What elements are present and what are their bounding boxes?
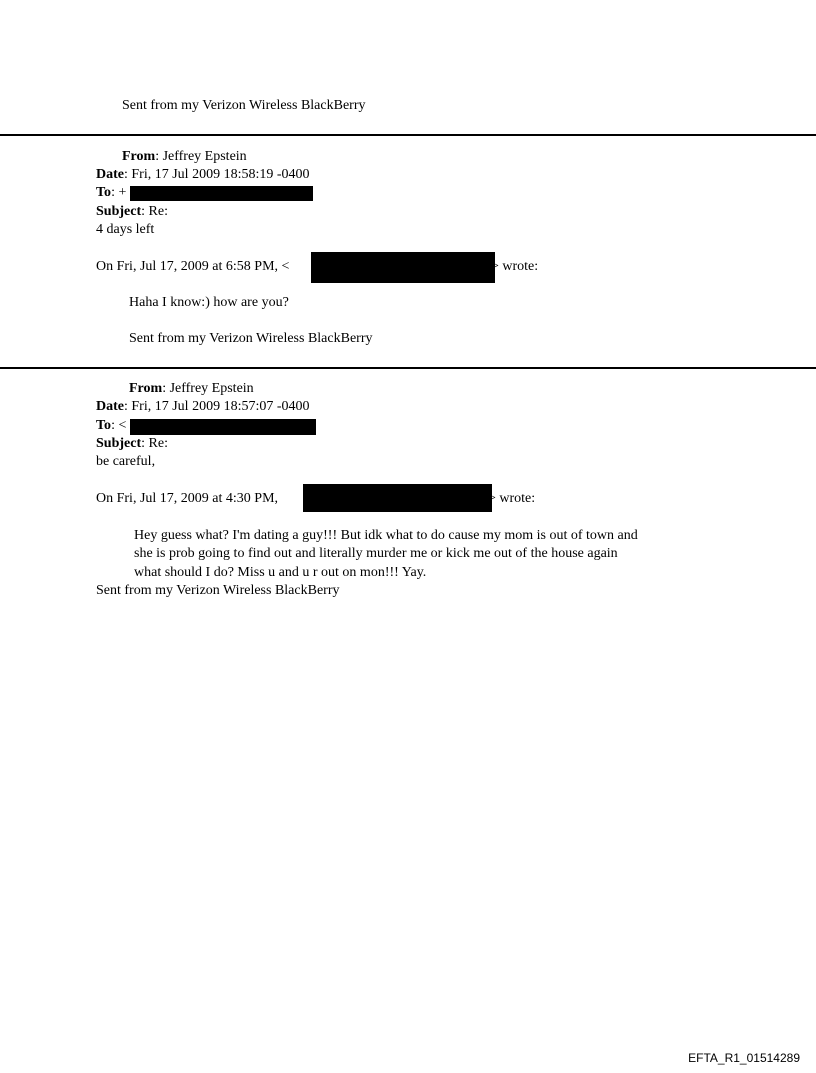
email2-quote-header-pre: On Fri, Jul 17, 2009 at 4:30 PM,: [96, 491, 279, 506]
email1-subject-label: Subject: [96, 204, 142, 219]
email2-date-value: : Fri, 17 Jul 2009 18:57:07 -0400: [124, 399, 310, 414]
email1-quoted-text: Haha I know:) how are you?: [129, 295, 289, 310]
email2-from-label: From: [129, 381, 163, 396]
email1-subject-value: : Re:: [141, 204, 168, 219]
email2-date-label: Date: [96, 399, 124, 414]
email2-subject-label: Subject: [96, 436, 142, 451]
email1-to-label: To: [96, 185, 112, 200]
email2-quote-header-post: > wrote:: [488, 491, 536, 506]
email2-quoted-line-2: she is prob going to find out and literally murder me or kick me out of the house again: [134, 546, 618, 561]
email1-quote-header-post: > wrote:: [491, 259, 539, 274]
email1-from-value: : Jeffrey Epstein: [155, 149, 247, 164]
email1-to-redaction: [130, 186, 313, 201]
email2-from: [129, 380, 254, 398]
email2-from-value: : Jeffrey Epstein: [162, 381, 254, 396]
email2-to: [96, 417, 126, 435]
email1-to-value: : +: [111, 185, 127, 200]
email1-sender-redaction: [311, 252, 495, 283]
email1-quote-header-pre: On Fri, Jul 17, 2009 at 6:58 PM, <: [96, 259, 290, 274]
email2-sender-redaction: [303, 484, 492, 512]
email1-quoted-signature: Sent from my Verizon Wireless BlackBerry: [129, 331, 373, 346]
divider-1: [0, 134, 816, 136]
email1-date: [96, 166, 310, 184]
divider-2: [0, 367, 816, 369]
email1-subject: [96, 203, 168, 221]
email1-from-label: From: [122, 149, 156, 164]
email2-quoted-line-1: Hey guess what? I'm dating a guy!!! But idk what to do cause my mom is out of town and: [134, 528, 638, 543]
email1-body: 4 days left: [96, 222, 155, 237]
email2-body: be careful,: [96, 454, 156, 469]
email2-subject-value: : Re:: [141, 436, 168, 451]
email2-subject: [96, 435, 168, 453]
document-id-footer: EFTA_R1_01514289: [688, 1051, 800, 1065]
email2-signature: Sent from my Verizon Wireless BlackBerry: [96, 583, 340, 598]
email2-date: [96, 398, 310, 416]
email1-date-label: Date: [96, 167, 124, 182]
email2-to-value: : <: [111, 418, 127, 433]
email2-quoted-line-3: what should I do? Miss u and u r out on mon!!! Yay.: [134, 565, 427, 580]
email2-to-label: To: [96, 418, 112, 433]
email1-date-value: : Fri, 17 Jul 2009 18:58:19 -0400: [124, 167, 310, 182]
top-signature: Sent from my Verizon Wireless BlackBerry: [122, 98, 366, 113]
email2-to-redaction: [130, 419, 316, 435]
email1-from: [122, 148, 247, 166]
email1-to: [96, 184, 126, 202]
